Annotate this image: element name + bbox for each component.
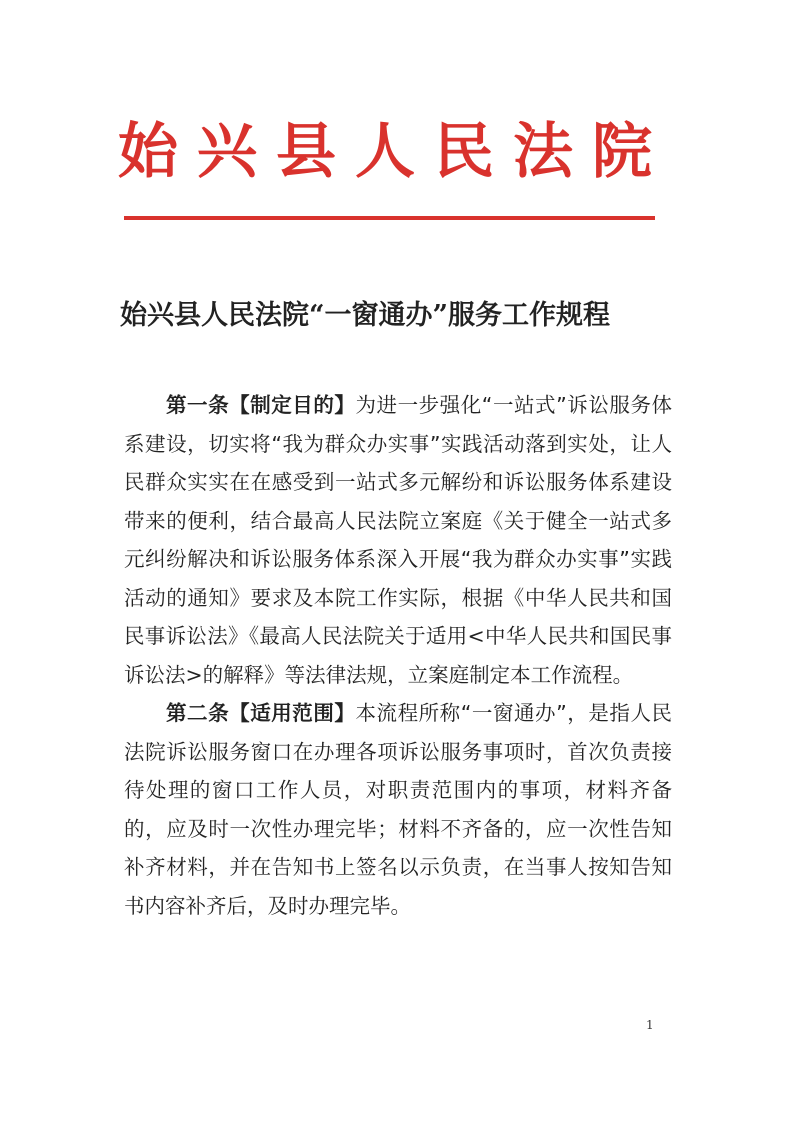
- article-2-heading: 第二条【适用范围】: [166, 701, 356, 725]
- court-masthead: 始兴县人民法院: [118, 117, 671, 187]
- document-body: [124, 386, 672, 925]
- article-1: [124, 386, 672, 694]
- page-number: 1: [646, 1018, 654, 1032]
- article-1-text: 为进一步强化“一站式”诉讼服务体系建设，切实将“我为群众办实事”实践活动落到实处，让人民群众实实在在感受到一站式多元解纷和诉讼服务体系建设带来的便利，结合最高人民法院立案庭《关于健全一站式多元纠纷解决和诉讼服务体系深入开展“我为群众办实事”实践活动的通知》要求及本院工作实际，根据《中华人民共和国民事诉讼法》《最高人民法院关于适用<中华人民共和国民事诉讼法>的解释》等法律法规，立案庭制定本工作流程。: [124, 393, 672, 687]
- masthead-red-rule: [124, 216, 655, 220]
- article-2: [124, 694, 672, 925]
- document-title: 始兴县人民法院“一窗通办”服务工作规程: [120, 300, 611, 331]
- article-2-text: 本流程所称“一窗通办”，是指人民法院诉讼服务窗口在办理各项诉讼服务事项时，首次负责接待处理的窗口工作人员，对职责范围内的事项，材料齐备的，应及时一次性办理完毕；材料不齐备的，应一次性告知补齐材料，并在告知书上签名以示负责，在当事人按知告知书内容补齐后，及时办理完毕。: [124, 701, 672, 918]
- article-1-heading: 第一条【制定目的】: [166, 393, 356, 417]
